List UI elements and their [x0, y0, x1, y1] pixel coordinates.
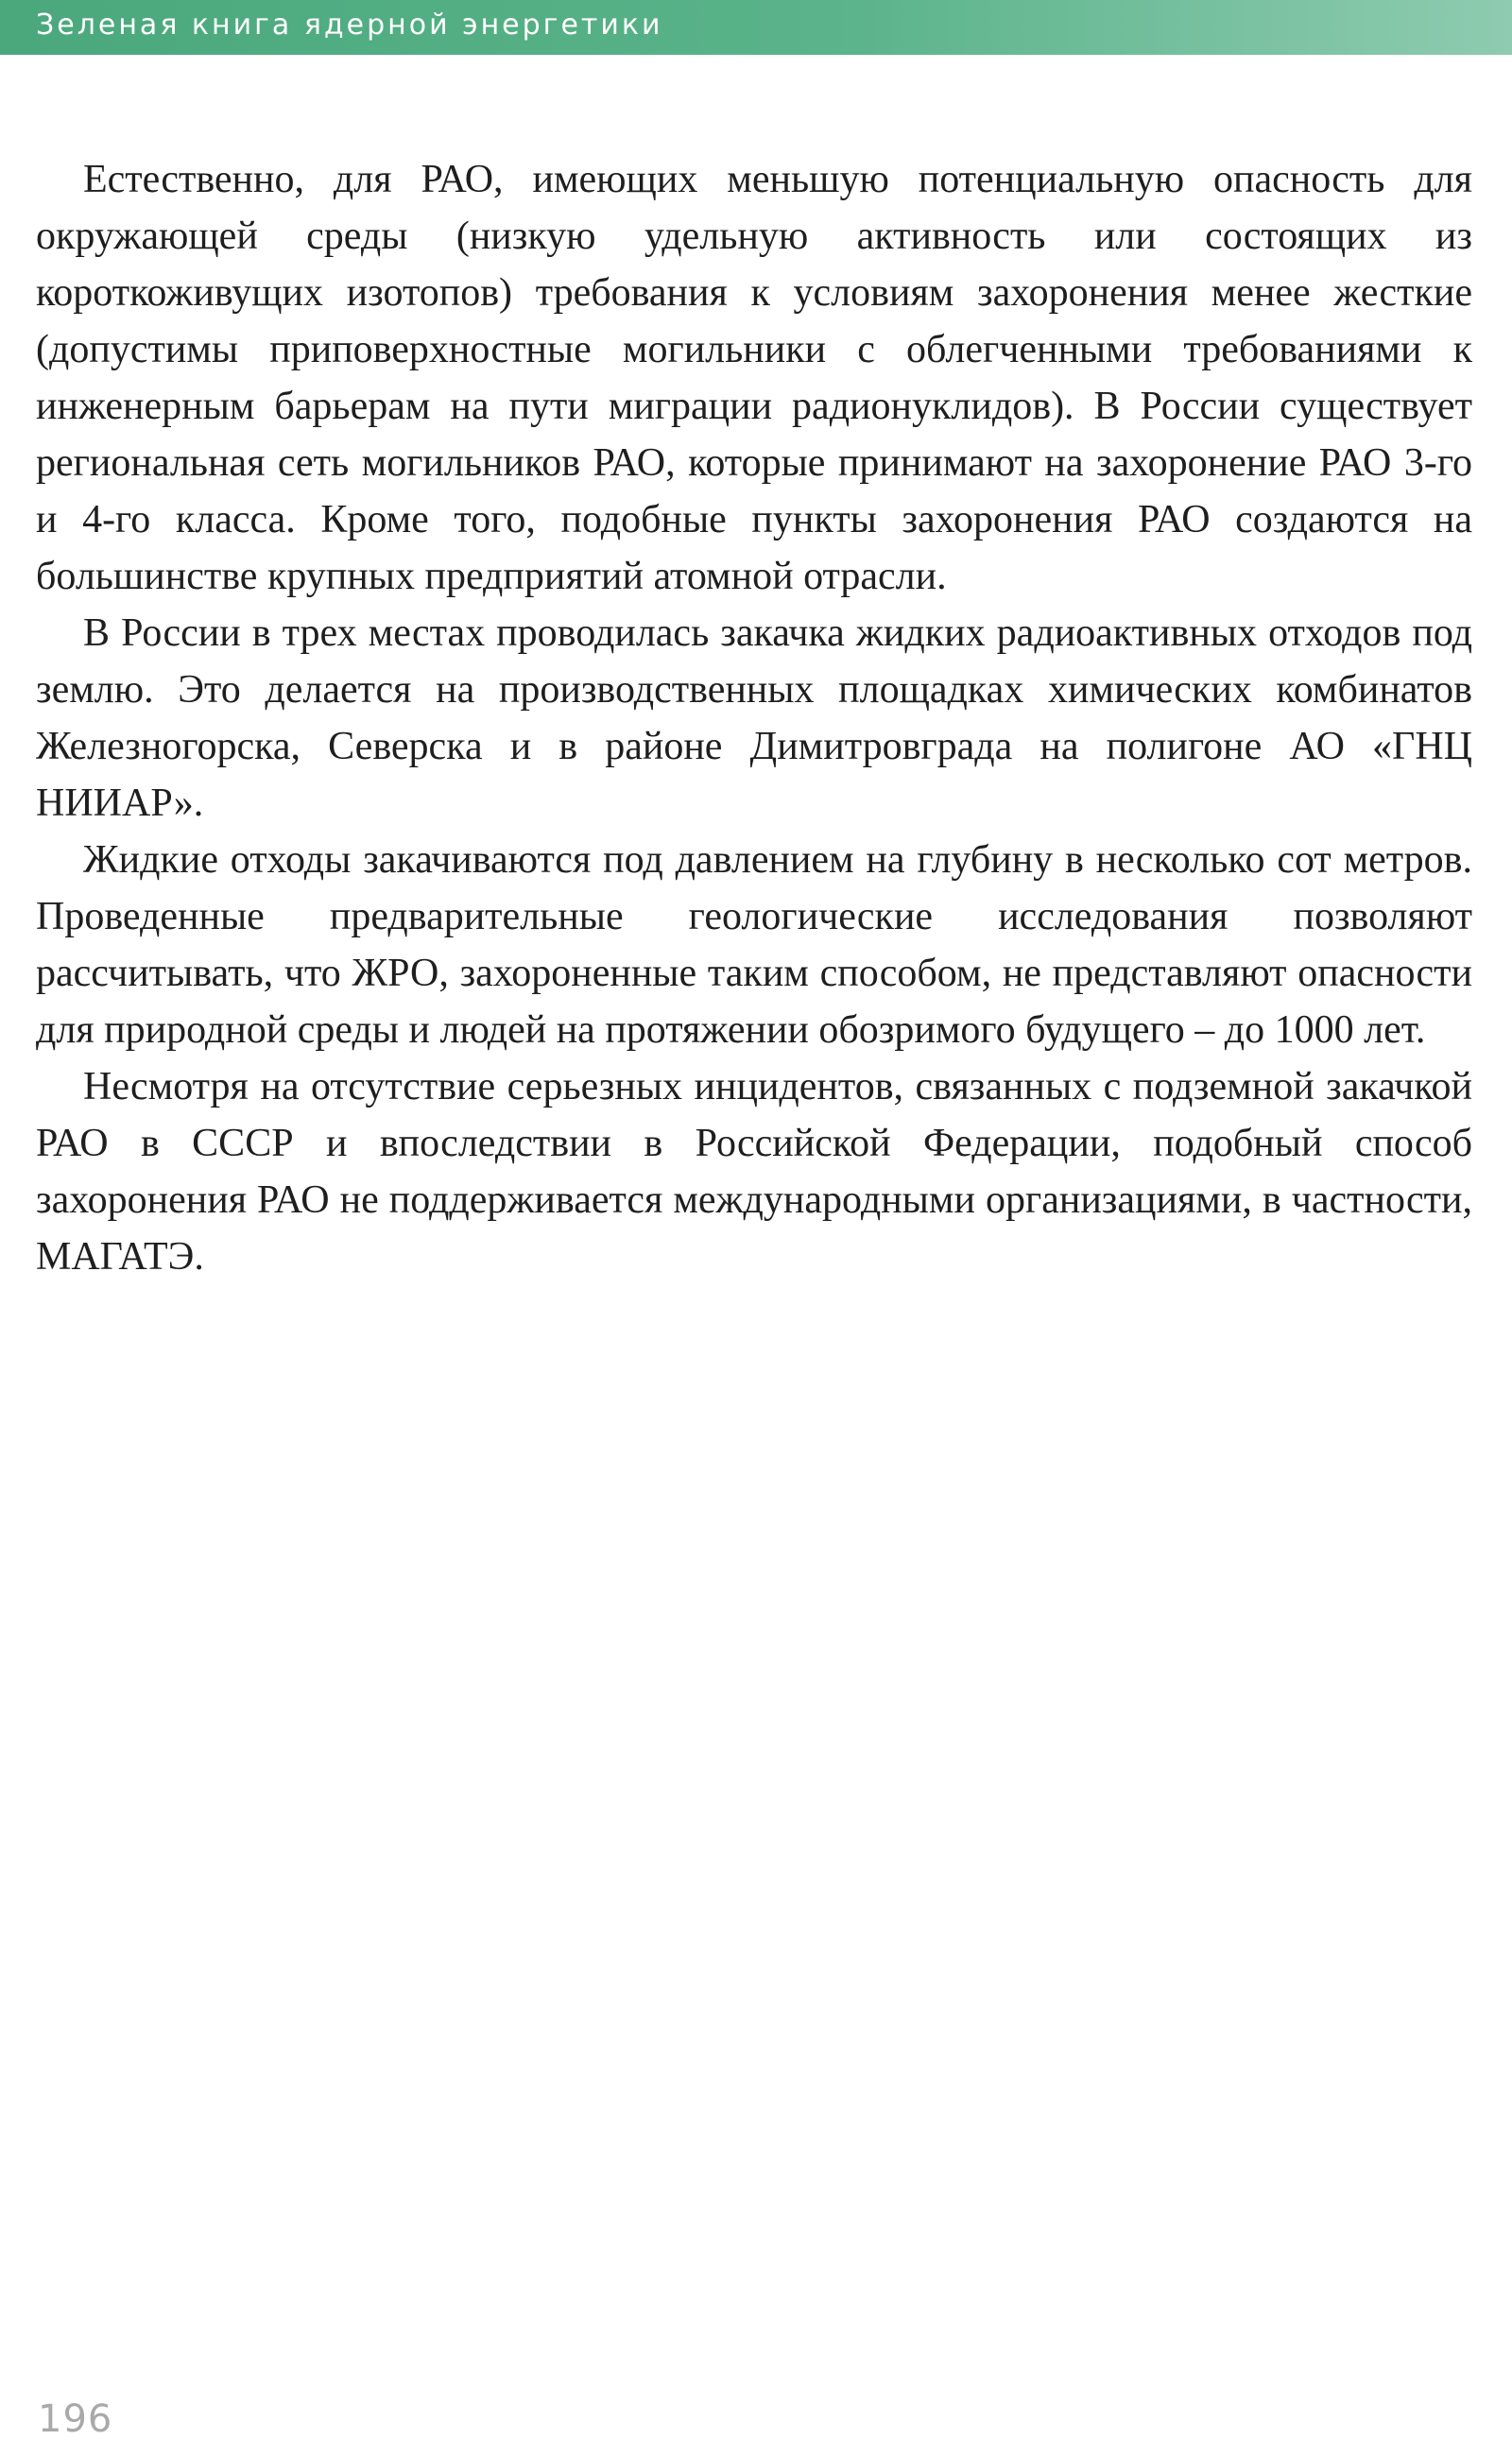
book-title: Зеленая книга ядерной энергетики	[36, 9, 663, 42]
running-header-band	[0, 0, 1512, 55]
paragraph-3: Жидкие отходы закачиваются под давлением на глубину в несколько сот метров. Проведенные предварительные геологические исследования позволяют рассчитывать, что ЖРО, захороненные таким способом, не представляют опасности для природной среды и людей на протяжении обозримого будущего – до 1000 лет.	[36, 838, 1472, 1052]
paragraph-2: В России в трех местах проводилась закачка жидких радиоактивных отходов под землю. Это делается на производственных площадках химических комбинатов Железногорска, Северска и в районе Димитровграда на полигоне АО «ГНЦ НИИАР».	[36, 611, 1472, 825]
paragraph-1: Естественно, для РАО, имеющих меньшую потенциальную опасность для окружающей среды (низкую удельную активность или состоящих из короткоживущих изотопов) требования к условиям захоронения менее жесткие (допустимы приповерхностные могильники с облегченными требованиями к инженерным барьерам на пути миграции радионуклидов). В России существует региональная сеть могильников РАО, которые принимают на захоронение РАО 3-го и 4-го класса. Кроме того, подобные пункты захоронения РАО создаются на большинстве крупных предприятий атомной отрасли.	[36, 158, 1472, 598]
page-number: 196	[38, 2397, 113, 2441]
body-text	[36, 151, 1472, 1285]
paragraph-4: Несмотря на отсутствие серьезных инцидентов, связанных с подземной закачкой РАО в СССР и впоследствии в Российской Федерации, подобный способ захоронения РАО не поддерживается международными организациями, в частности, МАГАТЭ.	[36, 1065, 1472, 1279]
